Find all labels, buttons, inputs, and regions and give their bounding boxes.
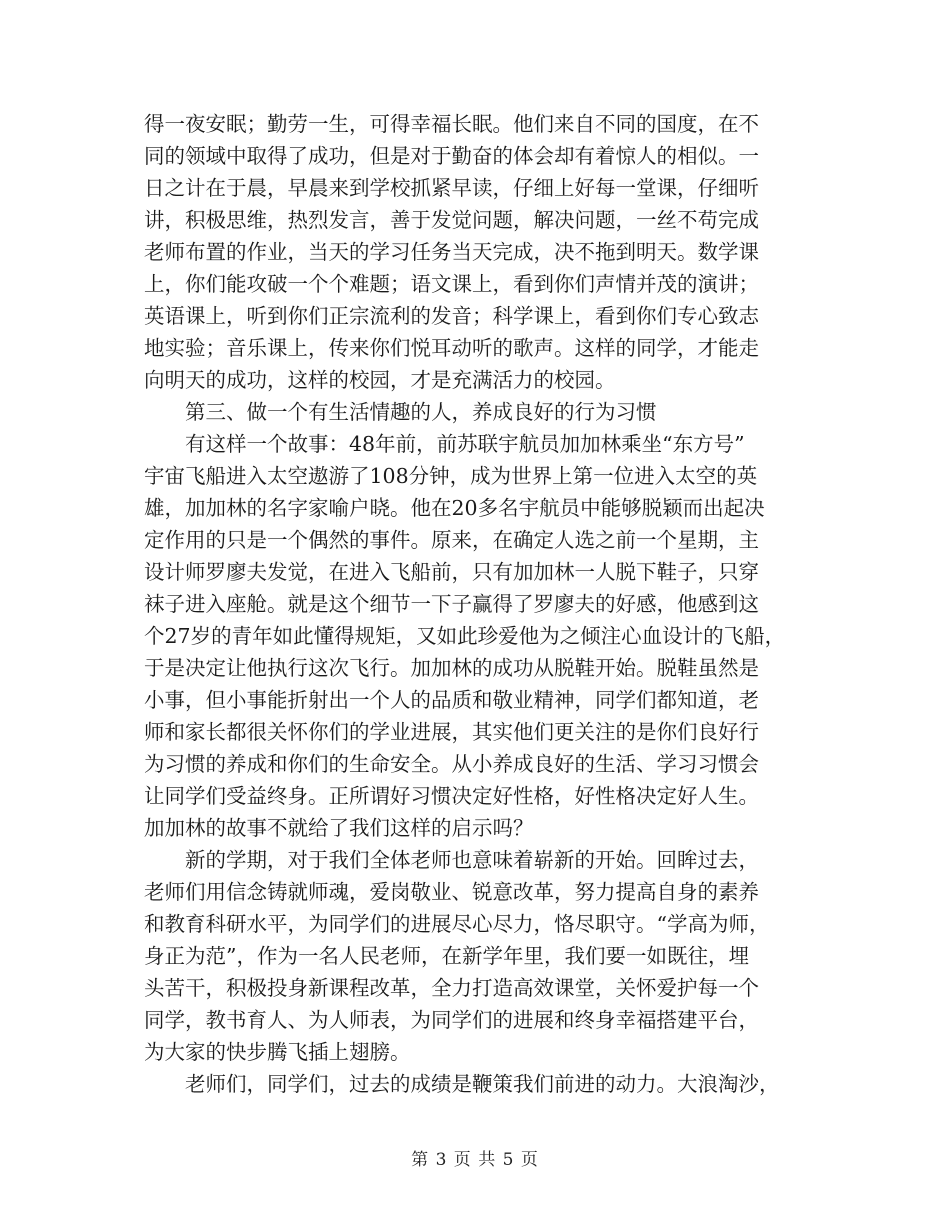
- paragraph: [144, 108, 820, 396]
- text-line: 让同学们受益终身。正所谓好习惯决定好性格，好性格决定好人生。: [144, 784, 759, 808]
- body-text: [144, 108, 820, 1100]
- text-line: 新的学期，对于我们全体老师也意味着崭新的开始。回眸过去，: [185, 848, 759, 872]
- text-line: 同学，教书育人、为人师表，为同学们的进展和终身幸福搭建平台，: [144, 1008, 759, 1032]
- text-line: 于是决定让他执行这次飞行。加加林的成功从脱鞋开始。脱鞋虽然是: [144, 656, 759, 680]
- text-line: 上，你们能攻破一个个难题；语文课上，看到你们声情并茂的演讲；: [144, 272, 759, 296]
- text-line: 小事，但小事能折射出一个人的品质和敬业精神，同学们都知道，老: [144, 688, 759, 712]
- paragraph: [144, 428, 820, 844]
- text-line: 头苦干，积极投身新课程改革，全力打造高效课堂，关怀爱护每一个: [144, 976, 759, 1000]
- text-line: 雄，加加林的名字家喻户晓。他在20多名宇航员中能够脱颖而出起决: [144, 496, 765, 520]
- page-number-label: 第 3 页 共 5 页: [411, 1150, 539, 1170]
- text-line: 英语课上，听到你们正宗流利的发音；科学课上，看到你们专心致志: [144, 304, 759, 328]
- text-line: 加加林的故事不就给了我们这样的启示吗？: [144, 816, 534, 840]
- text-line: 地实验；音乐课上，传来你们悦耳动听的歌声。这样的同学，才能走: [144, 336, 759, 360]
- text-line: 老师们，同学们，过去的成绩是鞭策我们前进的动力。大浪淘沙，: [185, 1072, 780, 1096]
- paragraph: [144, 1068, 820, 1100]
- text-line: 有这样一个故事：48年前，前苏联宇航员加加林乘坐“东方号”: [185, 432, 745, 456]
- text-line: 个27岁的青年如此懂得规矩，又如此珍爱他为之倾注心血设计的飞船，: [144, 624, 786, 648]
- text-line: 定作用的只是一个偶然的事件。原来，在确定人选之前一个星期，主: [144, 528, 759, 552]
- text-line: 老师布置的作业，当天的学习任务当天完成，决不拖到明天。数学课: [144, 240, 759, 264]
- page-footer: [0, 1148, 950, 1172]
- text-line: 师和家长都很关怀你们的学业进展，其实他们更关注的是你们良好行: [144, 720, 759, 744]
- text-line: 为大家的快步腾飞插上翅膀。: [144, 1040, 411, 1064]
- text-line: 得一夜安眠；勤劳一生，可得幸福长眠。他们来自不同的国度，在不: [144, 112, 759, 136]
- text-line: 日之计在于晨，早晨来到学校抓紧早读，仔细上好每一堂课，仔细听: [144, 176, 759, 200]
- text-line: 身正为范”，作为一名人民老师，在新学年里，我们要一如既往，埋: [144, 944, 749, 968]
- text-line: 第三、做一个有生活情趣的人，养成良好的行为习惯: [185, 400, 657, 424]
- paragraph: [144, 396, 820, 428]
- text-line: 同的领域中取得了成功，但是对于勤奋的体会却有着惊人的相似。一: [144, 144, 759, 168]
- text-line: 老师们用信念铸就师魂，爱岗敬业、锐意改革，努力提高自身的素养: [144, 880, 759, 904]
- text-line: 讲，积极思维，热烈发言，善于发觉问题，解决问题，一丝不苟完成: [144, 208, 759, 232]
- text-line: 向明天的成功，这样的校园，才是充满活力的校园。: [144, 368, 616, 392]
- text-line: 宇宙飞船进入太空遨游了108分钟，成为世界上第一位进入太空的英: [144, 464, 758, 488]
- text-line: 袜子进入座舱。就是这个细节一下子赢得了罗廖夫的好感，他感到这: [144, 592, 759, 616]
- text-line: 设计师罗廖夫发觉，在进入飞船前，只有加加林一人脱下鞋子，只穿: [144, 560, 759, 584]
- text-line: 为习惯的养成和你们的生命安全。从小养成良好的生活、学习习惯会: [144, 752, 759, 776]
- text-line: 和教育科研水平，为同学们的进展尽心尽力，恪尽职守。“学高为师，: [144, 912, 770, 936]
- paragraph: [144, 844, 820, 1068]
